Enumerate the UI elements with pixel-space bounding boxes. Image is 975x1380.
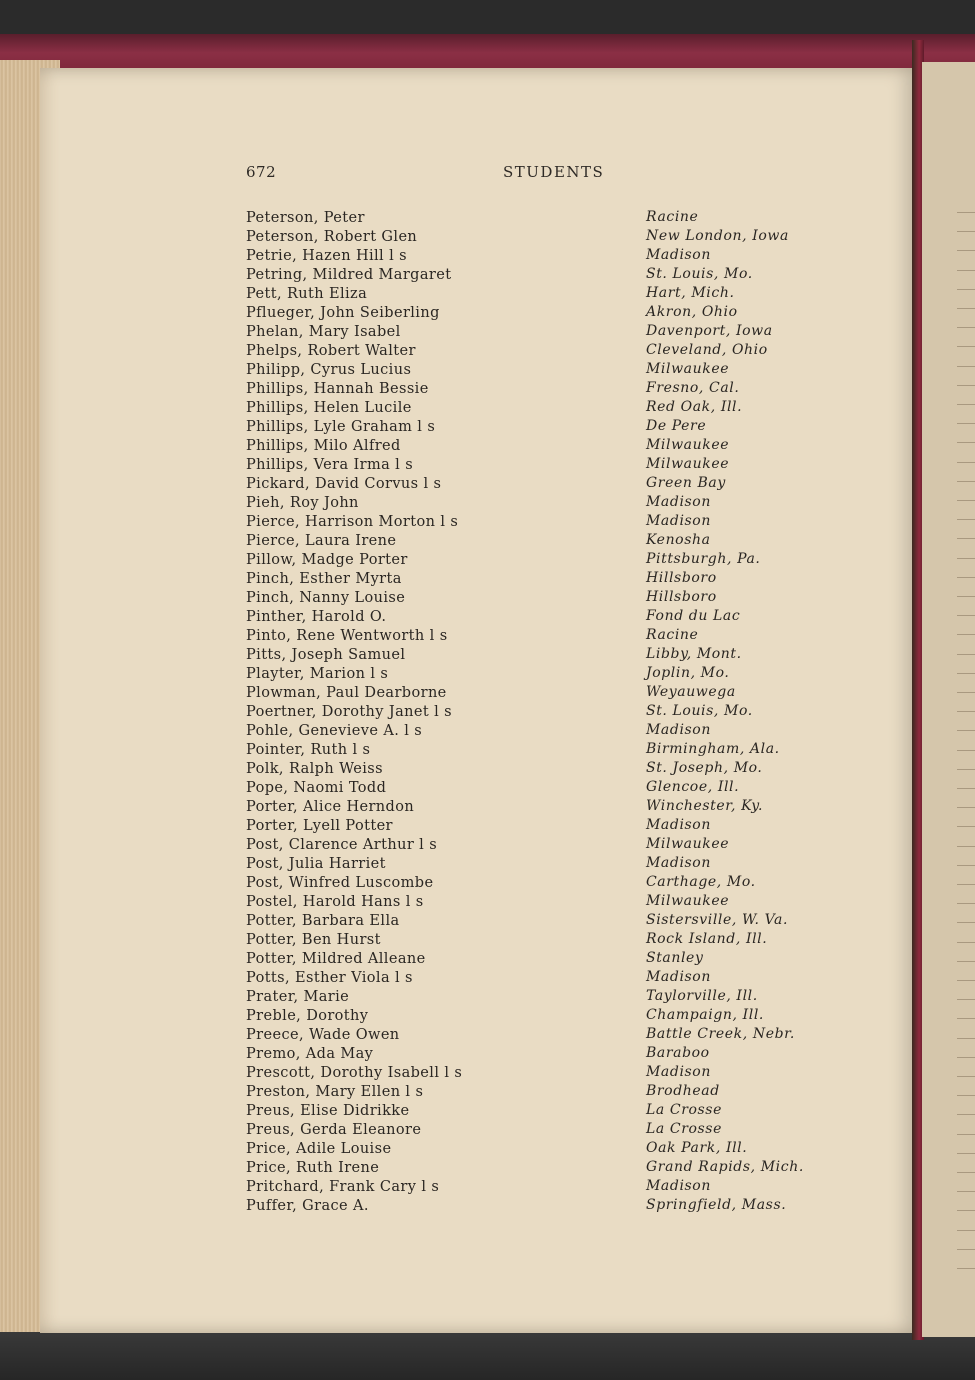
list-item xyxy=(246,1198,846,1217)
student-hometown: Joplin, Mo. xyxy=(646,665,730,681)
list-item xyxy=(246,400,846,419)
facing-page-text-fragment xyxy=(957,759,975,770)
facing-page-text-fragment xyxy=(957,855,975,866)
student-name: Plowman, Paul Dearborne xyxy=(246,685,447,701)
student-hometown: Stanley xyxy=(646,950,704,966)
list-item xyxy=(246,590,846,609)
student-hometown: Madison xyxy=(646,722,711,738)
list-item xyxy=(246,837,846,856)
student-hometown: Madison xyxy=(646,247,711,263)
list-item xyxy=(246,1103,846,1122)
student-name: Post, Clarence Arthur l s xyxy=(246,837,438,853)
list-item xyxy=(246,571,846,590)
facing-page-text-fragment xyxy=(957,1008,975,1019)
student-hometown: Baraboo xyxy=(646,1045,710,1061)
list-item xyxy=(246,761,846,780)
student-list xyxy=(246,210,846,1217)
list-item xyxy=(246,989,846,1008)
student-name: Pett, Ruth Eliza xyxy=(246,286,368,302)
facing-page-text-fragment xyxy=(957,1124,975,1135)
list-item xyxy=(246,305,846,324)
book-cover-bottom xyxy=(0,1330,975,1380)
page-number: 672 xyxy=(246,163,277,181)
list-item xyxy=(246,267,846,286)
student-hometown: Grand Rapids, Mich. xyxy=(646,1159,804,1175)
student-name: Pierce, Harrison Morton l s xyxy=(246,514,459,530)
list-item xyxy=(246,780,846,799)
student-hometown: Milwaukee xyxy=(646,836,730,852)
list-item xyxy=(246,248,846,267)
student-hometown: Birmingham, Ala. xyxy=(646,741,780,757)
student-hometown: Hart, Mich. xyxy=(646,285,735,301)
student-name: Puffer, Grace A. xyxy=(246,1198,369,1214)
student-hometown: Milwaukee xyxy=(646,456,730,472)
list-item xyxy=(246,229,846,248)
student-hometown: Pittsburgh, Pa. xyxy=(646,551,761,567)
student-name: Polk, Ralph Weiss xyxy=(246,761,383,777)
student-name: Phillips, Vera Irma l s xyxy=(246,457,414,473)
student-hometown: Madison xyxy=(646,817,711,833)
student-name: Prater, Marie xyxy=(246,989,350,1005)
student-name: Porter, Alice Herndon xyxy=(246,799,415,815)
list-item xyxy=(246,913,846,932)
student-name: Preus, Elise Didrikke xyxy=(246,1103,410,1119)
student-hometown: St. Joseph, Mo. xyxy=(646,760,763,776)
facing-page-text-fragment xyxy=(957,989,975,1000)
list-item xyxy=(246,1084,846,1103)
student-hometown: Taylorville, Ill. xyxy=(646,988,758,1004)
list-item xyxy=(246,1179,846,1198)
student-name: Porter, Lyell Potter xyxy=(246,818,393,834)
student-name: Potts, Esther Viola l s xyxy=(246,970,413,986)
facing-page-text-fragment xyxy=(957,605,975,616)
student-hometown: Hillsboro xyxy=(646,589,717,605)
list-item xyxy=(246,362,846,381)
student-hometown: La Crosse xyxy=(646,1102,722,1118)
student-name: Pritchard, Frank Cary l s xyxy=(246,1179,440,1195)
list-item xyxy=(246,628,846,647)
facing-page-edge xyxy=(922,62,975,1337)
facing-page-text-fragment xyxy=(957,970,975,981)
list-item xyxy=(246,1008,846,1027)
student-hometown: La Crosse xyxy=(646,1121,722,1137)
facing-page-text-fragment xyxy=(957,356,975,367)
list-item xyxy=(246,704,846,723)
facing-page-text-fragment xyxy=(957,663,975,674)
list-item xyxy=(246,210,846,229)
student-hometown: Champaign, Ill. xyxy=(646,1007,764,1023)
facing-page-text-fragment xyxy=(957,932,975,943)
facing-page-text-fragment xyxy=(957,740,975,751)
facing-page-text-fragment xyxy=(957,471,975,482)
student-name: Potter, Ben Hurst xyxy=(246,932,381,948)
student-name: Pitts, Joseph Samuel xyxy=(246,647,406,663)
student-name: Pinto, Rene Wentworth l s xyxy=(246,628,448,644)
student-name: Premo, Ada May xyxy=(246,1046,374,1062)
facing-page-text-fragment xyxy=(957,1181,975,1192)
student-name: Philipp, Cyrus Lucius xyxy=(246,362,412,378)
student-hometown: Rock Island, Ill. xyxy=(646,931,768,947)
facing-page-text-fragment xyxy=(957,279,975,290)
facing-page-text-fragment xyxy=(957,1066,975,1077)
student-hometown: Weyauwega xyxy=(646,684,736,700)
facing-page-text-fragment xyxy=(957,1028,975,1039)
facing-page-text-fragment xyxy=(957,1085,975,1096)
facing-page-text-fragment xyxy=(957,375,975,386)
list-item xyxy=(246,514,846,533)
student-name: Phillips, Helen Lucile xyxy=(246,400,412,416)
student-hometown: Green Bay xyxy=(646,475,726,491)
student-name: Prescott, Dorothy Isabell l s xyxy=(246,1065,463,1081)
facing-page-text-fragment xyxy=(957,797,975,808)
student-name: Pinch, Esther Myrta xyxy=(246,571,402,587)
student-hometown: Milwaukee xyxy=(646,893,730,909)
student-hometown: Kenosha xyxy=(646,532,711,548)
list-item xyxy=(246,932,846,951)
student-name: Phelan, Mary Isabel xyxy=(246,324,401,340)
facing-page-text-fragment xyxy=(957,816,975,827)
student-name: Potter, Mildred Alleane xyxy=(246,951,426,967)
student-name: Pierce, Laura Irene xyxy=(246,533,397,549)
list-item xyxy=(246,1122,846,1141)
facing-page-text-fragment xyxy=(957,893,975,904)
list-item xyxy=(246,286,846,305)
student-name: Peterson, Robert Glen xyxy=(246,229,418,245)
student-hometown: Oak Park, Ill. xyxy=(646,1140,748,1156)
facing-page-text-fragment xyxy=(957,1143,975,1154)
student-hometown: Libby, Mont. xyxy=(646,646,742,662)
student-name: Pillow, Madge Porter xyxy=(246,552,408,568)
student-name: Post, Julia Harriet xyxy=(246,856,386,872)
student-hometown: Sistersville, W. Va. xyxy=(646,912,789,928)
list-item xyxy=(246,875,846,894)
student-name: Playter, Marion l s xyxy=(246,666,389,682)
student-hometown: Milwaukee xyxy=(646,361,730,377)
student-hometown: Springfield, Mass. xyxy=(646,1197,787,1213)
student-name: Preble, Dorothy xyxy=(246,1008,369,1024)
list-item xyxy=(246,799,846,818)
list-item xyxy=(246,951,846,970)
student-name: Poertner, Dorothy Janet l s xyxy=(246,704,452,720)
list-item xyxy=(246,723,846,742)
student-hometown: Winchester, Ky. xyxy=(646,798,763,814)
list-item xyxy=(246,970,846,989)
student-hometown: Racine xyxy=(646,627,699,643)
list-item xyxy=(246,552,846,571)
student-hometown: Racine xyxy=(646,209,699,225)
facing-page-text-fragment xyxy=(957,874,975,885)
list-item xyxy=(246,818,846,837)
student-hometown: New London, Iowa xyxy=(646,228,789,244)
student-hometown: Akron, Ohio xyxy=(646,304,738,320)
student-name: Post, Winfred Luscombe xyxy=(246,875,434,891)
facing-page-text-fragment xyxy=(957,202,975,213)
student-name: Phillips, Milo Alfred xyxy=(246,438,401,454)
student-hometown: Milwaukee xyxy=(646,437,730,453)
student-hometown: Brodhead xyxy=(646,1083,720,1099)
student-name: Price, Adile Louise xyxy=(246,1141,392,1157)
student-hometown: Glencoe, Ill. xyxy=(646,779,740,795)
facing-page-text-fragment xyxy=(957,548,975,559)
facing-page-text-fragment xyxy=(957,260,975,271)
student-name: Pointer, Ruth l s xyxy=(246,742,371,758)
facing-page-text-fragment xyxy=(957,624,975,635)
student-name: Peterson, Peter xyxy=(246,210,365,226)
facing-page-text-fragment xyxy=(957,778,975,789)
list-item xyxy=(246,476,846,495)
facing-page-text-fragment xyxy=(957,432,975,443)
facing-page-text-fragment xyxy=(957,701,975,712)
facing-page-text-fragment xyxy=(957,951,975,962)
list-item xyxy=(246,685,846,704)
list-item xyxy=(246,742,846,761)
student-hometown: Carthage, Mo. xyxy=(646,874,756,890)
student-hometown: De Pere xyxy=(646,418,707,434)
facing-page-text-fragment xyxy=(957,1258,975,1269)
student-name: Pickard, David Corvus l s xyxy=(246,476,442,492)
student-name: Preston, Mary Ellen l s xyxy=(246,1084,424,1100)
student-hometown: Madison xyxy=(646,855,711,871)
student-name: Pohle, Genevieve A. l s xyxy=(246,723,423,739)
student-hometown: Madison xyxy=(646,494,711,510)
facing-page-text-fragment xyxy=(957,720,975,731)
student-name: Phelps, Robert Walter xyxy=(246,343,416,359)
list-item xyxy=(246,419,846,438)
facing-page-text-fragment xyxy=(957,336,975,347)
student-name: Preus, Gerda Eleanore xyxy=(246,1122,422,1138)
student-name: Pinch, Nanny Louise xyxy=(246,590,406,606)
facing-page-text-fragment xyxy=(957,413,975,424)
list-item xyxy=(246,1160,846,1179)
facing-page-text-fragment xyxy=(957,240,975,251)
student-hometown: Fond du Lac xyxy=(646,608,741,624)
student-name: Pflueger, John Seiberling xyxy=(246,305,440,321)
list-item xyxy=(246,438,846,457)
facing-page-text-fragment xyxy=(957,912,975,923)
list-item xyxy=(246,1046,846,1065)
list-item xyxy=(246,343,846,362)
facing-page-text-fragment xyxy=(957,567,975,578)
student-hometown: Battle Creek, Nebr. xyxy=(646,1026,795,1042)
student-name: Phillips, Lyle Graham l s xyxy=(246,419,436,435)
facing-page-text-fragment xyxy=(957,644,975,655)
facing-page-text-fragment xyxy=(957,298,975,309)
list-item xyxy=(246,457,846,476)
facing-page-text-fragment xyxy=(957,1047,975,1058)
list-item xyxy=(246,533,846,552)
facing-page-text-fragment xyxy=(957,509,975,520)
list-item xyxy=(246,609,846,628)
student-name: Price, Ruth Irene xyxy=(246,1160,380,1176)
list-item xyxy=(246,1141,846,1160)
facing-page-text-fragment xyxy=(957,1104,975,1115)
student-hometown: Red Oak, Ill. xyxy=(646,399,743,415)
student-hometown: Davenport, Iowa xyxy=(646,323,773,339)
list-item xyxy=(246,324,846,343)
student-name: Petrie, Hazen Hill l s xyxy=(246,248,407,264)
running-head: STUDENTS xyxy=(503,163,605,181)
student-name: Pieh, Roy John xyxy=(246,495,359,511)
list-item xyxy=(246,1065,846,1084)
list-item xyxy=(246,894,846,913)
facing-page-text-fragment xyxy=(957,452,975,463)
student-name: Pinther, Harold O. xyxy=(246,609,387,625)
student-hometown: Madison xyxy=(646,969,711,985)
facing-page-text-fragment xyxy=(957,1220,975,1231)
list-item xyxy=(246,1027,846,1046)
facing-page-text-fragment xyxy=(957,528,975,539)
student-name: Preece, Wade Owen xyxy=(246,1027,400,1043)
facing-page-text-fragment xyxy=(957,394,975,405)
student-name: Potter, Barbara Ella xyxy=(246,913,400,929)
facing-page-text-fragment xyxy=(957,490,975,501)
facing-page-text-fragment xyxy=(957,1162,975,1173)
student-hometown: Hillsboro xyxy=(646,570,717,586)
student-name: Petring, Mildred Margaret xyxy=(246,267,452,283)
student-name: Postel, Harold Hans l s xyxy=(246,894,424,910)
student-hometown: Madison xyxy=(646,1064,711,1080)
list-item xyxy=(246,856,846,875)
facing-page-text-fragment xyxy=(957,586,975,597)
student-hometown: Madison xyxy=(646,1178,711,1194)
facing-page-text-fragment xyxy=(957,221,975,232)
facing-page-text-fragment xyxy=(957,1200,975,1211)
student-hometown: Fresno, Cal. xyxy=(646,380,740,396)
list-item xyxy=(246,495,846,514)
facing-page-text-fragment xyxy=(957,836,975,847)
list-item xyxy=(246,666,846,685)
list-item xyxy=(246,381,846,400)
student-hometown: St. Louis, Mo. xyxy=(646,703,753,719)
student-hometown: Cleveland, Ohio xyxy=(646,342,768,358)
list-item xyxy=(246,647,846,666)
facing-page-text-fragment xyxy=(957,682,975,693)
student-name: Phillips, Hannah Bessie xyxy=(246,381,429,397)
student-name: Pope, Naomi Todd xyxy=(246,780,387,796)
facing-page-text-fragment xyxy=(957,317,975,328)
student-hometown: Madison xyxy=(646,513,711,529)
facing-page-text-fragment xyxy=(957,1239,975,1250)
student-hometown: St. Louis, Mo. xyxy=(646,266,753,282)
